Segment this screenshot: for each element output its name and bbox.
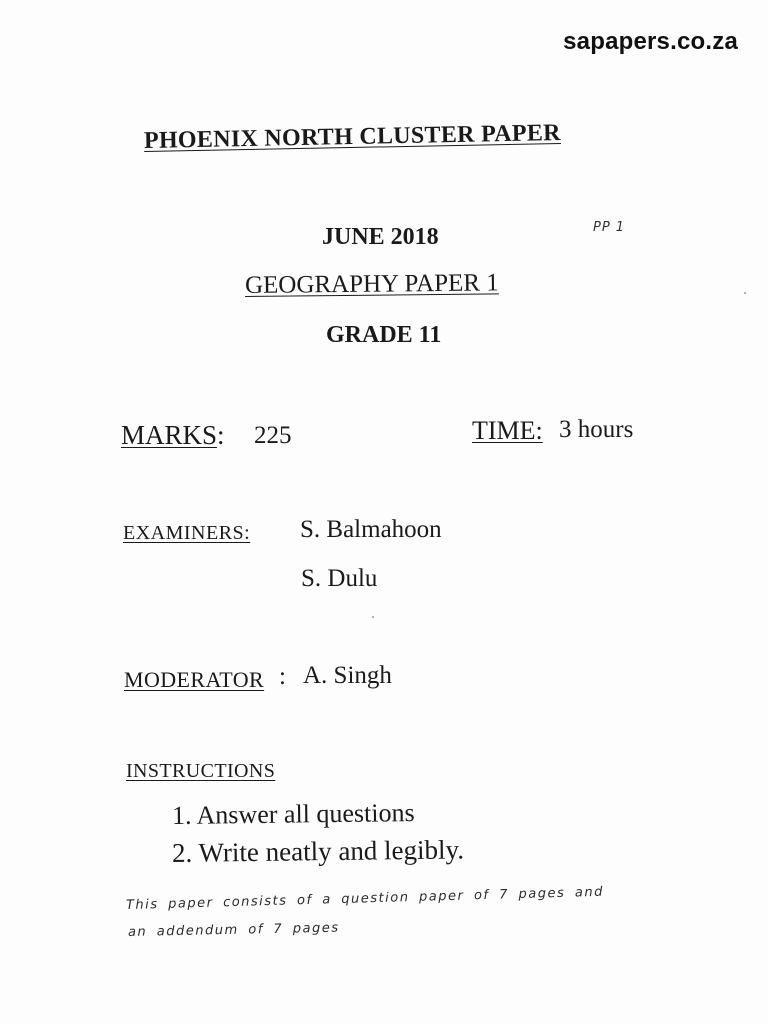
marks-colon: : bbox=[217, 420, 225, 450]
grade-title: GRADE 11 bbox=[326, 322, 442, 348]
handwritten-note-line: an addendum of 7 pages bbox=[127, 920, 340, 940]
moderator-colon: : bbox=[279, 663, 286, 690]
moderator-name: A. Singh bbox=[303, 662, 392, 689]
marks-value: 225 bbox=[254, 422, 292, 449]
exam-session: JUNE 2018 bbox=[322, 224, 439, 250]
site-watermark: sapapers.co.za bbox=[563, 28, 738, 55]
subject-title: GEOGRAPHY PAPER 1 bbox=[244, 269, 499, 299]
scan-speck bbox=[372, 616, 374, 618]
scan-speck bbox=[744, 292, 746, 294]
examiners-label: EXAMINERS: bbox=[123, 522, 251, 544]
handwritten-note-line: This paper consists of a question paper of 7 pages and bbox=[125, 884, 605, 913]
examiner-name: S. Dulu bbox=[301, 565, 378, 592]
time-value: 3 hours bbox=[559, 416, 634, 443]
instruction-item: 2. Write neatly and legibly. bbox=[171, 834, 465, 868]
marks-label bbox=[121, 420, 225, 451]
time-label: TIME: bbox=[472, 416, 543, 445]
marks-label-text: MARKS bbox=[121, 420, 218, 450]
instruction-item: 1. Answer all questions bbox=[171, 798, 415, 830]
instructions-label: INSTRUCTIONS bbox=[126, 760, 276, 782]
examiner-name: S. Balmahoon bbox=[300, 516, 442, 543]
paper-note-handwritten: PP 1 bbox=[593, 220, 626, 235]
moderator-label: MODERATOR bbox=[124, 667, 265, 692]
paper-title: PHOENIX NORTH CLUSTER PAPER bbox=[143, 119, 562, 154]
